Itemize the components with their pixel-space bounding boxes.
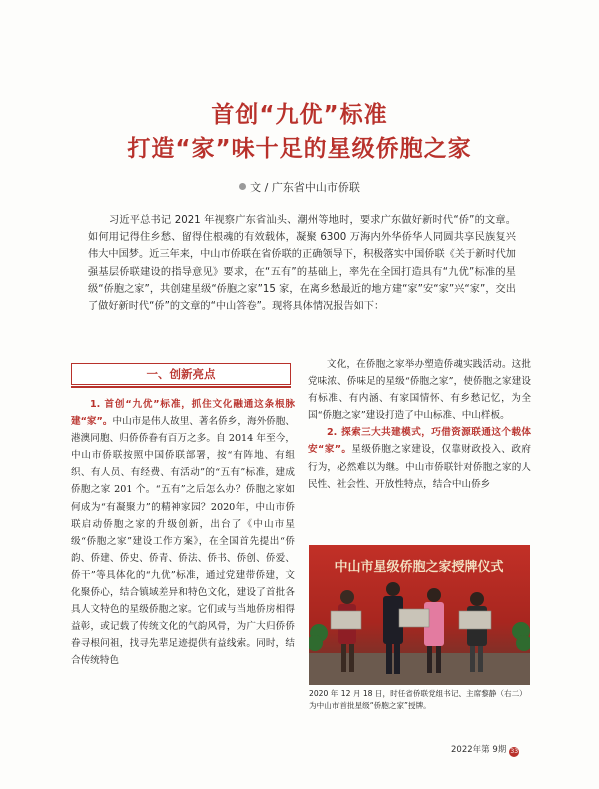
- ceremony-photo: [309, 545, 530, 685]
- bullet-dot-icon: [239, 183, 246, 190]
- right-column: [308, 356, 531, 493]
- byline: [0, 179, 599, 195]
- photo-caption: 2020 年 12 月 18 日，时任省侨联党组书记、主席黎静（右二）为中山市首批星级“侨胞之家”授牌。: [309, 689, 527, 710]
- article-title-line1: 首创“九优”标准: [211, 102, 388, 128]
- page-footer: [451, 743, 519, 757]
- article-title-line2: 打造“家”味十足的星级侨胞之家: [127, 136, 472, 162]
- left-column: [71, 396, 295, 670]
- point1-lead: 1. 首创“九优”标准，抓住文化融通这条根脉建“家”。: [71, 399, 295, 428]
- banner-text: 中山市星级侨胞之家授牌仪式: [334, 560, 504, 575]
- page-number: 33: [510, 748, 519, 755]
- point1-body: 中山市是伟人故里、著名侨乡，海外侨胞、港澳同胞、归侨侨眷有百万之多。自 2014 年至今，中山市侨联按照中国侨联部署，按“有阵地、有组织、有人员、有经费、有活动”的“五有”标准，建成侨胞之家 201 个。“五有”之后怎么办？侨胞之家如何成为“有凝聚力”的精神家园？2020年，中山市侨联启动侨胞之家的升级创新，出台了《中山市星级“侨胞之家”建设工作方案》，在全国首先提出“侨韵、侨建、侨史、侨青、侨法、侨书、侨创、侨爱、侨干”等具体化的“九优”标准，通过党建带侨建，文化聚侨心，结合镇域差异和特色文化，建设了首批各具人文特色的星级侨胞之家。它们或与当地侨房相得益彰，或记载了传统文化的气韵风骨，为广大归侨侨眷寻根问祖，找寻先辈足迹提供有益线索。同时，结合传统特色: [71, 416, 295, 667]
- byline-text: 文 / 广东省中山市侨联: [250, 181, 360, 194]
- point1-continued: 文化，在侨胞之家举办塑造侨魂实践活动。这批党味浓、侨味足的星级“侨胞之家”，使侨胞之家建设有标准、有内涵、有家国情怀、有乡愁记忆，为全国“侨胞之家”建设打造了中山标准、中山样板。: [308, 359, 531, 422]
- point2-lead: 2. 探索三大共建模式，巧借资源联通这个载体安“家”。: [308, 427, 531, 456]
- issue-label: 2022年第 9期: [451, 745, 507, 755]
- point2-body: 星级侨胞之家建设，仅靠财政投入、政府行为，必然难以为继。中山市侨联针对侨胞之家的人民性、社会性、开放性特点，结合中山侨乡: [308, 444, 531, 490]
- intro-paragraph: 习近平总书记 2021 年视察广东省汕头、潮州等地时，要求广东做好新时代“侨”的文章。如何用记得住乡愁、留得住根魂的有效载体，凝聚 6300 万海内外华侨华人同圆共享民族复兴伟大中国梦。近三年来，中山市侨联在省侨联的正确领导下，积极落实中国侨联《关于新时代加强基层侨联建设的指导意见》要求，在“五有”的基础上，率先在全国打造具有“九优”标准的星级“侨胞之家”，共创建星级“侨胞之家”15 家，在离乡愁最近的地方建“家”安“家”兴“家”，交出了做好新时代“侨”的文章的“中山答卷”。现将具体情况报告如下：: [88, 215, 516, 313]
- section-heading-box: [71, 363, 291, 385]
- section-heading: 一、创新亮点: [146, 367, 216, 381]
